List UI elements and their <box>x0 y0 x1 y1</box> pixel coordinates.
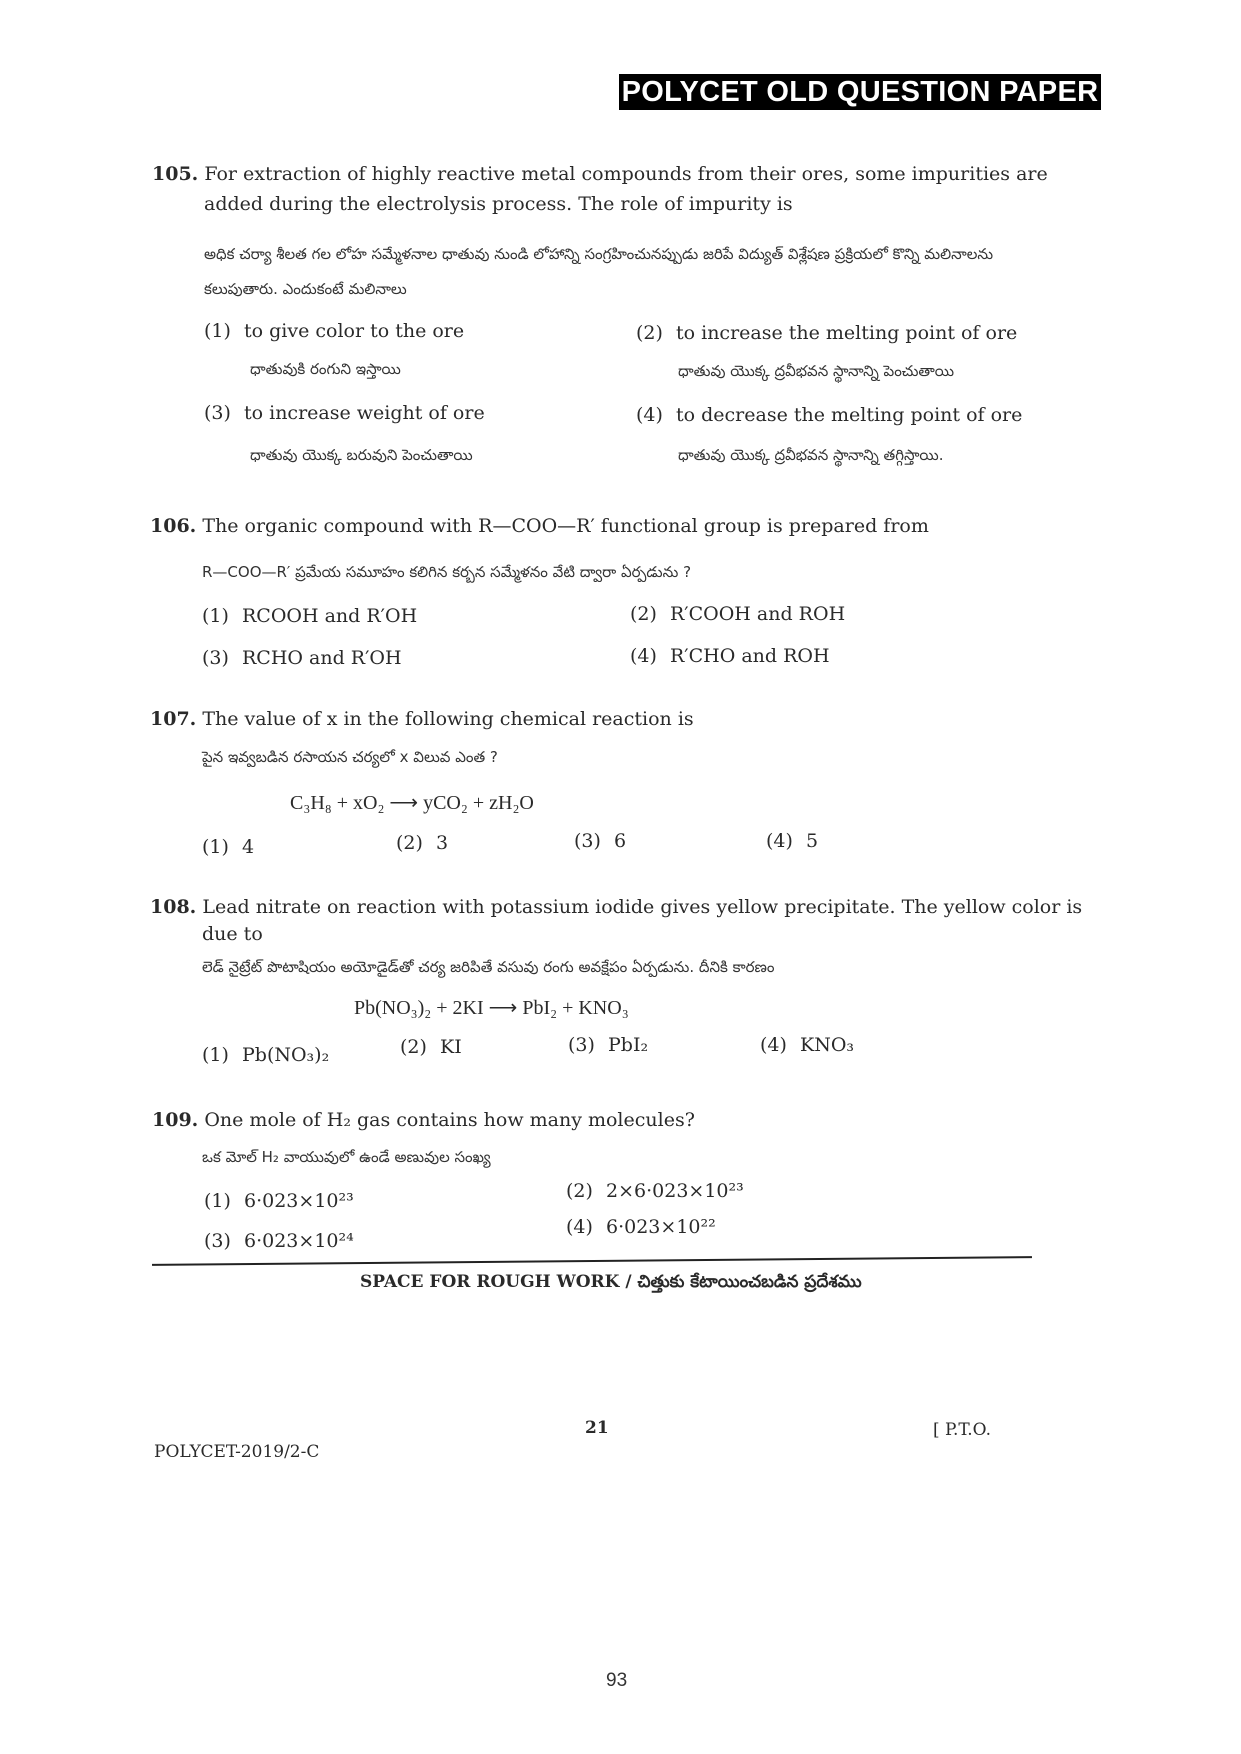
divider <box>152 1256 1032 1266</box>
option-text: Pb(NO₃)₂ <box>242 1044 330 1066</box>
option-text: to decrease the melting point of ore <box>676 404 1023 426</box>
question-105-text <box>152 160 1048 188</box>
option-number: (1) <box>202 836 229 858</box>
rough-work-label: SPACE FOR ROUGH WORK / చిత్తుకు కేటాయించబడిన ప్రదేశము <box>360 1272 862 1292</box>
question-line: For extraction of highly reactive metal compounds from their ores, some impurities are <box>204 163 1048 185</box>
question-line: Lead nitrate on reaction with potassium iodide gives yellow precipitate. The yellow color is <box>202 896 1083 918</box>
option-3-telugu: ధాతువు యొక్క బరువుని పెంచుతాయి <box>250 446 473 464</box>
option-3[interactable] <box>202 647 402 669</box>
option-text: PbI₂ <box>608 1034 649 1056</box>
option-1[interactable] <box>202 1044 329 1066</box>
option-number: (2) <box>566 1180 593 1202</box>
option-text: RCOOH and R′OH <box>242 605 418 627</box>
question-106-telugu: R—COO—R′ ప్రమేయ సమూహం కలిగిన కర్బన సమ్మేళనం వేటి ద్వారా ఏర్పడును ? <box>202 563 692 581</box>
question-109-telugu: ఒక మోల్ H₂ వాయువులో ఉండే అణువుల సంఖ్య <box>202 1148 491 1166</box>
question-105-telugu: అధిక చర్యా శీలత గల లోహ సమ్మేళనాల ధాతువు నుండి లోహాన్ని సంగ్రహించునప్పుడు జరిపే విద్యుత్ విశ్లేషణ ప్రక్రియలో కొన్ని మలినాలను <box>204 245 994 263</box>
option-number: (2) <box>400 1036 427 1058</box>
option-text: 4 <box>242 836 255 858</box>
option-text: R′COOH and ROH <box>670 603 846 625</box>
option-text: 6·023×10²⁴ <box>244 1230 354 1252</box>
option-number: (1) <box>202 1044 229 1066</box>
question-108-text-2: due to <box>202 923 263 945</box>
option-1-telugu: ధాతువుకి రంగుని ఇస్తాయి <box>250 360 401 378</box>
equation: C₃H₈ + xO₂ ⟶ yCO₂ + zH₂O <box>290 792 534 814</box>
option-text: 3 <box>436 832 449 854</box>
option-number: (3) <box>204 1230 231 1252</box>
question-107-text <box>150 705 694 733</box>
option-2[interactable] <box>566 1180 744 1202</box>
question-number: 109. <box>152 1109 199 1131</box>
option-2[interactable] <box>636 322 1017 344</box>
option-3[interactable] <box>568 1034 648 1056</box>
option-number: (2) <box>636 322 663 344</box>
question-107-telugu: పైన ఇవ్వబడిన రసాయన చర్యలో x విలువ ఎంత ? <box>202 748 498 766</box>
option-2[interactable] <box>400 1036 462 1058</box>
page-number: 93 <box>606 1670 628 1691</box>
equation: Pb(NO₃)₂ + 2KI ⟶ PbI₂ + KNO₃ <box>354 997 629 1019</box>
option-text: KNO₃ <box>800 1034 855 1056</box>
option-1[interactable] <box>202 836 254 858</box>
option-4[interactable] <box>760 1034 854 1056</box>
question-108-telugu: లెడ్ నైట్రేట్ పొటాషియం అయోడైడ్‌తో చర్య జరిపితే వసువు రంగు అవక్షేపం ఏర్పడును. దీనికి కారణం <box>202 958 775 976</box>
option-number: (3) <box>202 647 229 669</box>
question-105-telugu-2: కలుపుతారు. ఎందుకంటే మలినాలు <box>204 280 407 298</box>
paper-code: POLYCET-2019/2-C <box>154 1442 320 1462</box>
option-number: (1) <box>204 1190 231 1212</box>
question-106-text <box>150 512 929 540</box>
question-109-text <box>152 1106 695 1134</box>
option-number: (4) <box>766 830 793 852</box>
question-number: 106. <box>150 515 197 537</box>
option-number: (4) <box>636 404 663 426</box>
option-number: (1) <box>204 320 231 342</box>
option-2-telugu: ధాతువు యొక్క ద్రవీభవన స్థానాన్ని పెంచుతాయి <box>678 362 955 380</box>
option-3[interactable] <box>204 1230 354 1252</box>
option-number: (3) <box>204 402 231 424</box>
option-text: 6 <box>614 830 627 852</box>
option-text: to increase weight of ore <box>244 402 485 424</box>
option-text: to give color to the ore <box>244 320 465 342</box>
option-4[interactable] <box>630 645 830 667</box>
option-text: 5 <box>806 830 819 852</box>
option-number: (2) <box>630 603 657 625</box>
option-number: (4) <box>566 1216 593 1238</box>
option-text: KI <box>440 1036 462 1058</box>
option-4[interactable] <box>566 1216 716 1238</box>
question-line: The value of x in the following chemical reaction is <box>202 708 694 730</box>
inner-page-number: 21 <box>585 1418 609 1438</box>
option-3[interactable] <box>204 402 485 424</box>
page-title: POLYCET OLD QUESTION PAPER <box>619 74 1101 110</box>
option-text: R′CHO and ROH <box>670 645 830 667</box>
option-2[interactable] <box>396 832 448 854</box>
question-105-text-2: added during the electrolysis process. The role of impurity is <box>204 193 793 215</box>
question-number: 108. <box>150 896 197 918</box>
option-1[interactable] <box>204 320 464 342</box>
option-text: 6·023×10²² <box>606 1216 716 1238</box>
option-number: (3) <box>568 1034 595 1056</box>
option-number: (4) <box>760 1034 787 1056</box>
question-line: One mole of H₂ gas contains how many molecules? <box>204 1109 695 1131</box>
option-text: to increase the melting point of ore <box>676 322 1018 344</box>
option-text: 2×6·023×10²³ <box>606 1180 744 1202</box>
question-number: 105. <box>152 163 199 185</box>
option-text: RCHO and R′OH <box>242 647 402 669</box>
question-line: The organic compound with R—COO—R′ functional group is prepared from <box>202 515 929 537</box>
option-number: (3) <box>574 830 601 852</box>
option-4[interactable] <box>636 404 1022 426</box>
option-text: 6·023×10²³ <box>244 1190 354 1212</box>
pto-label: [ P.T.O. <box>933 1420 992 1440</box>
option-4[interactable] <box>766 830 818 852</box>
option-number: (4) <box>630 645 657 667</box>
option-number: (2) <box>396 832 423 854</box>
option-1[interactable] <box>202 605 417 627</box>
option-number: (1) <box>202 605 229 627</box>
option-1[interactable] <box>204 1190 354 1212</box>
question-number: 107. <box>150 708 197 730</box>
option-2[interactable] <box>630 603 845 625</box>
question-108-text <box>150 893 1082 921</box>
option-4-telugu: ధాతువు యొక్క ద్రవీభవన స్థానాన్ని తగ్గిస్తాయి. <box>678 446 944 464</box>
option-3[interactable] <box>574 830 626 852</box>
